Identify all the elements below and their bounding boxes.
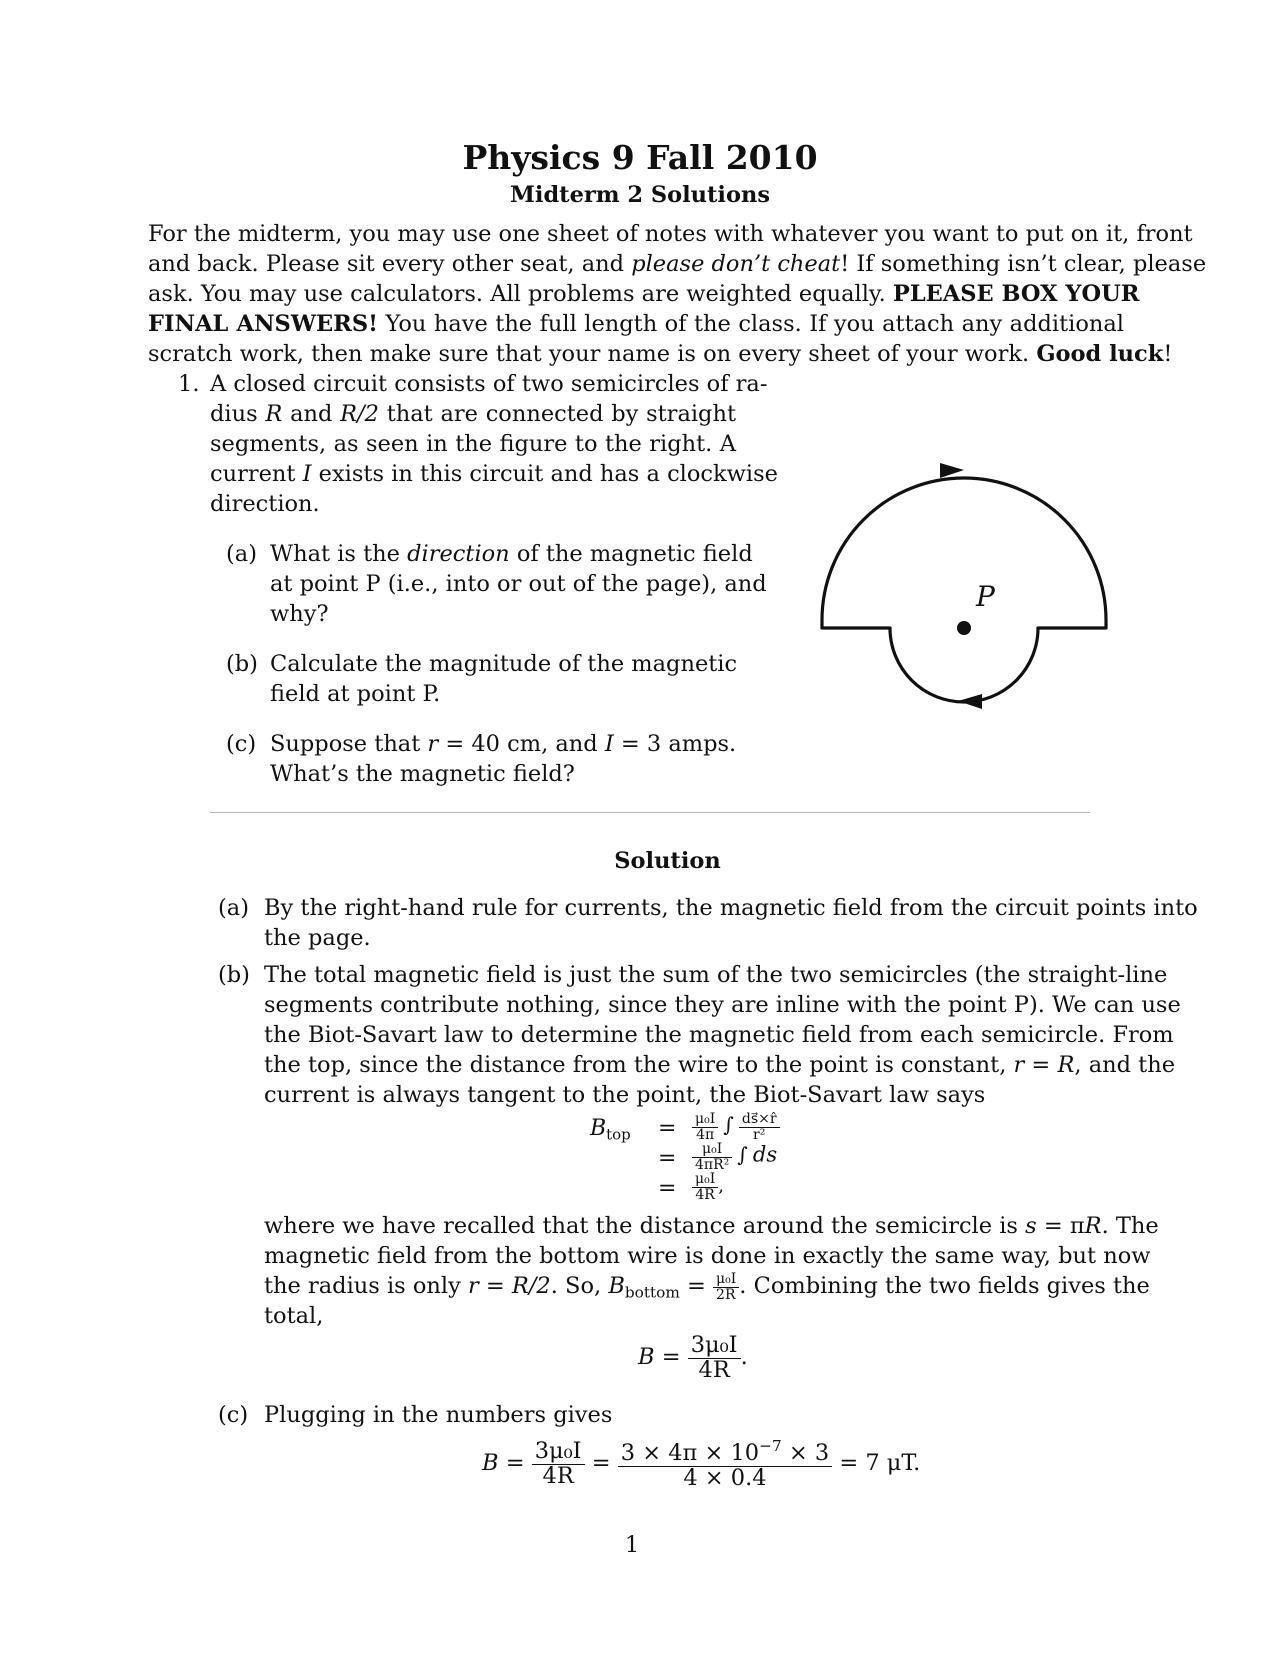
part-label: (a) (226, 541, 257, 567)
problem-text: segments, as seen in the figure to the right. A (210, 431, 736, 457)
part-c-text: What’s the magnetic field? (270, 761, 575, 787)
solution-text: magnetic field from the bottom wire is done in exactly the same way, but now (264, 1243, 1151, 1269)
equation-numeric: B = $\frac{\text{3μ₀I}}{4R}$ = $\frac{3 \times 4\pi \times 10^{-7} \times 3}{4 \times 0.4}$ = 7 μT. (482, 1437, 921, 1491)
solution-text: segments contribute nothing, since they are inline with the point P). We can use (264, 992, 1181, 1018)
fraction: $\frac{\text{μ₀I}}{\text{4πR²}}$ (692, 1142, 732, 1172)
instructions-line: ask. You may use calculators. All problems are weighted equally. PLEASE BOX YOUR (148, 281, 1140, 307)
part-label: (c) (226, 731, 257, 757)
instructions-line: and back. Please sit every other seat, and please don’t cheat! If something isn’t clear, please (148, 251, 1207, 277)
circuit-figure (800, 460, 1120, 720)
circuit-wire (822, 478, 1106, 702)
part-c-text: Suppose that r = 40 cm, and I = 3 amps. (270, 731, 737, 757)
arrow-bottom-icon (958, 694, 982, 709)
equals-sign: = (658, 1176, 677, 1201)
solution-text: the radius is only r = R/2. So, $B_{bottom}$ = $\frac{\text{μ₀I}}{2R}$ . Combining the two fields gives the (264, 1270, 1150, 1303)
part-a-text: What is the direction of the magnetic field (270, 541, 753, 567)
solution-heading: Solution (614, 848, 721, 874)
page-number: 1 (624, 1532, 640, 1558)
page-title: Physics 9 Fall 2010 (462, 138, 818, 177)
equals-sign: = (658, 1146, 677, 1171)
solution-text: the Biot-Savart law to determine the magnetic field from each semicircle. From (264, 1022, 1174, 1048)
part-a-text: at point P (i.e., into or out of the page), and (270, 571, 767, 597)
equation-row-3: $\frac{\text{μ₀I}}{4R}$ , (692, 1172, 724, 1202)
fraction: $\frac{\text{3μ₀I}}{4R}$ (688, 1334, 741, 1382)
fraction: $\frac{\text{μ₀I}}{4R}$ (692, 1172, 718, 1202)
arrow-top-icon (940, 463, 964, 478)
problem-text: dius R and R/2 that are connected by straight (210, 401, 736, 427)
fraction: $\frac{\text{μ₀I}}{2R}$ (713, 1272, 739, 1302)
problem-number: 1. (178, 371, 200, 397)
fraction: $\frac{\text{μ₀I}}{4\pi}$ (692, 1112, 718, 1142)
equation-b-top (560, 1112, 860, 1212)
equation-lhs: $B_{top}$ (590, 1116, 631, 1144)
part-label: (c) (218, 1402, 249, 1428)
solution-text: the top, since the distance from the wire to the point is constant, r = R, and the (264, 1052, 1176, 1078)
separator-rule (210, 812, 1090, 813)
part-label: (a) (218, 895, 249, 921)
fraction: $\frac{\text{3μ₀I}}{4R}$ (532, 1440, 585, 1488)
solution-text: the page. (264, 925, 371, 951)
problem-text: direction. (210, 491, 320, 517)
equation-total: B = $\frac{\text{3μ₀I}}{4R}$ . (638, 1332, 748, 1383)
solution-text: where we have recalled that the distance around the semicircle is s = πR. The (264, 1213, 1159, 1239)
equals-sign: = (658, 1116, 677, 1141)
fraction: $\frac{3 \times 4\pi \times 10^{-7} \times 3}{4 \times 0.4}$ (618, 1438, 832, 1490)
instructions-line: FINAL ANSWERS! You have the full length of the class. If you attach any additional (148, 311, 1124, 337)
problem-text: A closed circuit consists of two semicircles of ra- (210, 371, 768, 397)
point-p-dot (957, 621, 971, 635)
point-p-label: P (976, 580, 995, 613)
equation-row-2: $\frac{\text{μ₀I}}{\text{4πR²}}$ ∫ ds (692, 1142, 777, 1172)
problem-text: current I exists in this circuit and has a clockwise (210, 461, 778, 487)
solution-text: The total magnetic field is just the sum of the two semicircles (the straight-line (264, 962, 1168, 988)
instructions-line: scratch work, then make sure that your name is on every sheet of your work. Good luck! (148, 341, 1173, 367)
part-b-text: Calculate the magnitude of the magnetic (270, 651, 738, 677)
fraction: $\frac{ds⃗\times r̂}{\text{r²}}$ (739, 1112, 780, 1142)
part-label: (b) (226, 651, 258, 677)
part-a-text: why? (270, 601, 329, 627)
solution-text: total, (264, 1303, 324, 1329)
instructions-line: For the midterm, you may use one sheet of notes with whatever you want to put on it, front (148, 221, 1193, 247)
solution-text: Plugging in the numbers gives (264, 1402, 613, 1428)
solution-text: current is always tangent to the point, the Biot-Savart law says (264, 1082, 986, 1108)
page-subtitle: Midterm 2 Solutions (509, 182, 770, 208)
part-b-text: field at point P. (270, 681, 441, 707)
solution-text: By the right-hand rule for currents, the magnetic field from the circuit points into (264, 895, 1198, 921)
part-label: (b) (218, 962, 250, 988)
equation-row-1: $\frac{\text{μ₀I}}{4\pi}$ ∫ $\frac{ds⃗\times r̂}{\text{r²}}$ (692, 1112, 780, 1142)
